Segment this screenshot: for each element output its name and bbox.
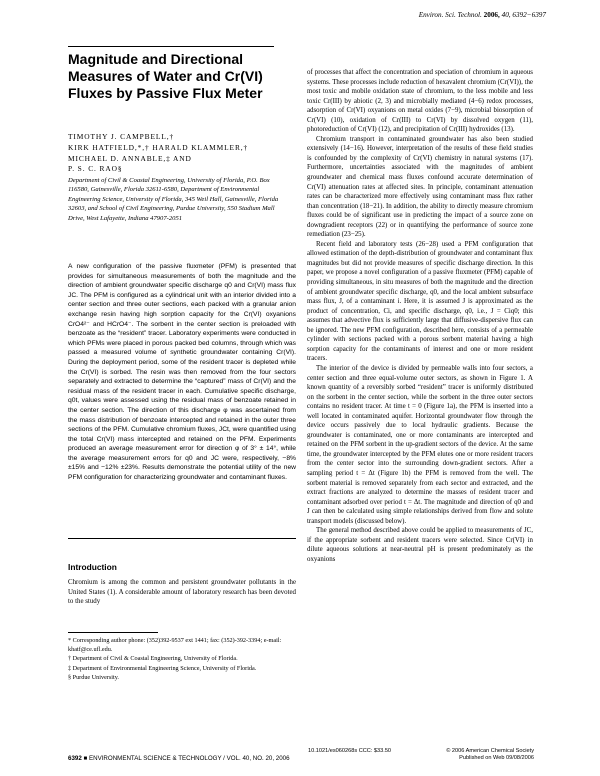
intro-paragraph: Chromium is among the common and persistent groundwater pollutants in the United States (1). A considerable amount of laboratory research has been devoted to the study xyxy=(68,579,296,606)
right-column xyxy=(307,68,533,564)
journal-pages: 6392−6397 xyxy=(512,11,546,19)
journal-volume: 40, xyxy=(501,11,511,19)
affiliations: Department of Civil & Coastal Engineering, University of Florida, P.O. Box 116580, Gainesville, Florida 32611-6580, Department of Environmental Engineering Science, University of Florida, 345 Weil Hall, Gainesville, Florida 32603, and School of Civil Engineering, Purdue University, 550 Stadium Mall Drive, West Lafayette, Indiana 47907-2051 xyxy=(68,177,279,222)
author-line: P. S. C. RAO§ xyxy=(68,164,123,174)
body-paragraph: of processes that affect the concentration and speciation of chromium in aqueous systems. These processes include reduction of hexavalent chromium (Cr(VI)), the most toxic and mobile oxidation state of chromium, to the less mobile and less toxic Cr(III) by abiotic (2, 3) and microbially mediated (4−6) redox processes, adsorption of Cr(VI) oxyanions on metal oxides (7−9), microbial biosorption of Cr(VI) (10), oxidation of Cr(III) to Cr(VI) by dissolved oxygen (11), photoreduction of Cr(VI) (12), and precipitation of Cr(III) hydroxides (13). xyxy=(307,69,533,134)
footnote: † Department of Civil & Coastal Engineering, University of Florida. xyxy=(68,655,238,663)
page-footer-right xyxy=(308,748,534,763)
footnotes xyxy=(68,637,296,684)
author-line: KIRK HATFIELD,*,† HARALD KLAMMLER,† xyxy=(68,142,249,152)
published-date: Published on Web 09/08/2006 xyxy=(459,755,534,762)
copyright: © 2006 American Chemical Society xyxy=(446,748,534,754)
body-paragraph: Chromium transport in contaminated groundwater has also been studied extensively (14−16). However, interpretation of the results of these field studies is confounded by the complexity of Cr(VI) chemistry in natural systems (17). Furthermore, uncertainties associated with the magnitudes of ambient groundwater and chemical mass fluxes confound accurate determination of Cr(VI) attenuation rates at affected sites. In principle, contaminant attenuation rates can be characterized more effectively using contaminant mass flux rather than concentration (18−21). In addition, the ability to directly measure chromium fluxes could be of significant use in predicting the impact of a source zone on downgradient receptors (22) or in quantifying the performance of source zone remediation (23−25). xyxy=(307,135,533,239)
doi: 10.1021/es060268s CCC: $33.50 xyxy=(308,748,392,754)
body-paragraph: Recent field and laboratory tests (26−28) used a PFM configuration that allowed estimation of the depth-distribution of groundwater and contaminant flux magnitudes but did not provide measures of specific discharge direction. In this paper, we propose a novel configuration of a passive fluxmeter (PFM) capable of providing simultaneous, in situ measures of both the magnitude and the direction of ambient groundwater specific discharge, q0, and the local ambient subsurface mass flux, J, of a contaminant i. Here, it is assumed J is approximated as the product of concentration, Ci, and specific discharge, q0, i.e., J = Ciq0; this assumes that advective flux is sufficiently large that diffusive-dispersive flux can be ignored. The new PFM configuration, described here, consists of a permeable cylinder with sections packed with a porous sorbent material having a high sorption capacity for the contaminants of interest and one or more resident tracers. xyxy=(307,240,533,363)
body-paragraph: The interior of the device is divided by permeable walls into four sectors, a center section and three equal-volume outer sectors, as shown in Figure 1. A known quantity of a reversibly sorbed “resident” tracer is uniformly distributed on the sorbent in the center section, while the sorbent in the three outer sectors contains no resident tracer. At time t = 0 (Figure 1a), the PFM is inserted into a well located in contaminated aquifer. Horizontal groundwater flow through the device occurs passively due to local hydraulic gradients. Because the groundwater is contaminated, one or more contaminants are intercepted and retained on the PFM sorbent in the up-gradient sectors of the device. At the same time, the groundwater intercepted by the PFM elutes one or more resident tracers from the center sector into the surrounding down-gradient sectors. After a sampling period t = Δt (Figure 1b) the PFM is removed from the well. The sorbent material is removed separately from each sector and extracted, and the extract fractions are analyzed to determine the masses of resident tracer and contaminant adsorbed over period t = Δt. The magnitude and direction of q0 and J can then be calculated using simple relationships derived from flow and solute transport models (discussed below). xyxy=(307,364,533,525)
divider xyxy=(68,538,296,539)
footnote: * Corresponding author phone: (352)392-9537 ext 1441; fax: (352)-392-3394; e-mail: khatf@ce.ufl.edu. xyxy=(68,637,282,653)
article-title: Magnitude and Directional Measures of Water and Cr(VI) Fluxes by Passive Flux Meter xyxy=(68,51,263,101)
title-block xyxy=(68,46,274,102)
running-header xyxy=(0,11,546,19)
page-footer-left: 6392 ■ ENVIRONMENTAL SCIENCE & TECHNOLOGY / VOL. 40, NO. 20, 2006 xyxy=(68,755,290,762)
journal-year: 2006, xyxy=(483,11,500,19)
section-heading: Introduction xyxy=(68,562,117,572)
journal-footer: ENVIRONMENTAL SCIENCE & TECHNOLOGY / VOL. 40, NO. 20, 2006 xyxy=(88,755,290,762)
body-paragraph: The general method described above could be applied to measurements of JC, if the appropriate sorbent and resident tracers were selected. Since Cr(VI) in dilute aqueous solutions at near-neutral pH is present predominately as the oxyanions xyxy=(307,527,533,563)
author-line: TIMOTHY J. CAMPBELL,† xyxy=(68,132,175,141)
journal-name: Environ. Sci. Technol. xyxy=(418,11,482,19)
abstract: A new configuration of the passive fluxmeter (PFM) is presented that provides for simultaneous measurements of both the magnitude and the direction of ambient groundwater specific discharge q0 and Cr(VI) mass flux JC. The PFM is configured as a cylindrical unit with an interior divided into a center section and three outer sections, each packed with a granular anion exchange resin having high sorption capacity for the Cr(VI) oxyanions CrO4²⁻ and HCrO4⁻. The sorbent in the center section is preloaded with benzoate as the “resident” tracer. Laboratory experiments were conducted in which PFMs were placed in porous packed bed columns, through which was passed a measured volume of synthetic groundwater containing Cr(VI). During the deployment period, some of the resident tracer is depleted while the Cr(VI) is sorbed. The resin was then removed from the four sectors separately and extracted to determine the “captured” mass of Cr(VI) and the residual mass of the resident tracer in each. Cumulative specific discharge, q0t, values were assessed using the residual mass of benzoate retained in the center section. The direction of this discharge φ was ascertained from the mass distribution of benzoate intercepted and retained in the outer three sections of the PFM. Cumulative chromium fluxes, JCt, were quantified using the total Cr(VI) mass intercepted and retained on the PFM. Experiments produced an average measurement error for direction φ of 3° ± 14°, while the average measurement errors for q0 and JC were, respectively, −8% ±15% and −12% ±23%. Results demonstrate the potential utility of the new PFM configuration for characterizing groundwater and contaminant fluxes. xyxy=(68,263,296,482)
author-line: MICHAEL D. ANNABLE,‡ AND xyxy=(68,153,192,163)
author-list xyxy=(68,132,288,175)
footnote: ‡ Department of Environmental Engineering Science, University of Florida. xyxy=(68,664,257,672)
footnote-divider xyxy=(68,632,158,633)
page-number: 6392 xyxy=(68,755,82,762)
footnote: § Purdue University. xyxy=(68,674,119,682)
